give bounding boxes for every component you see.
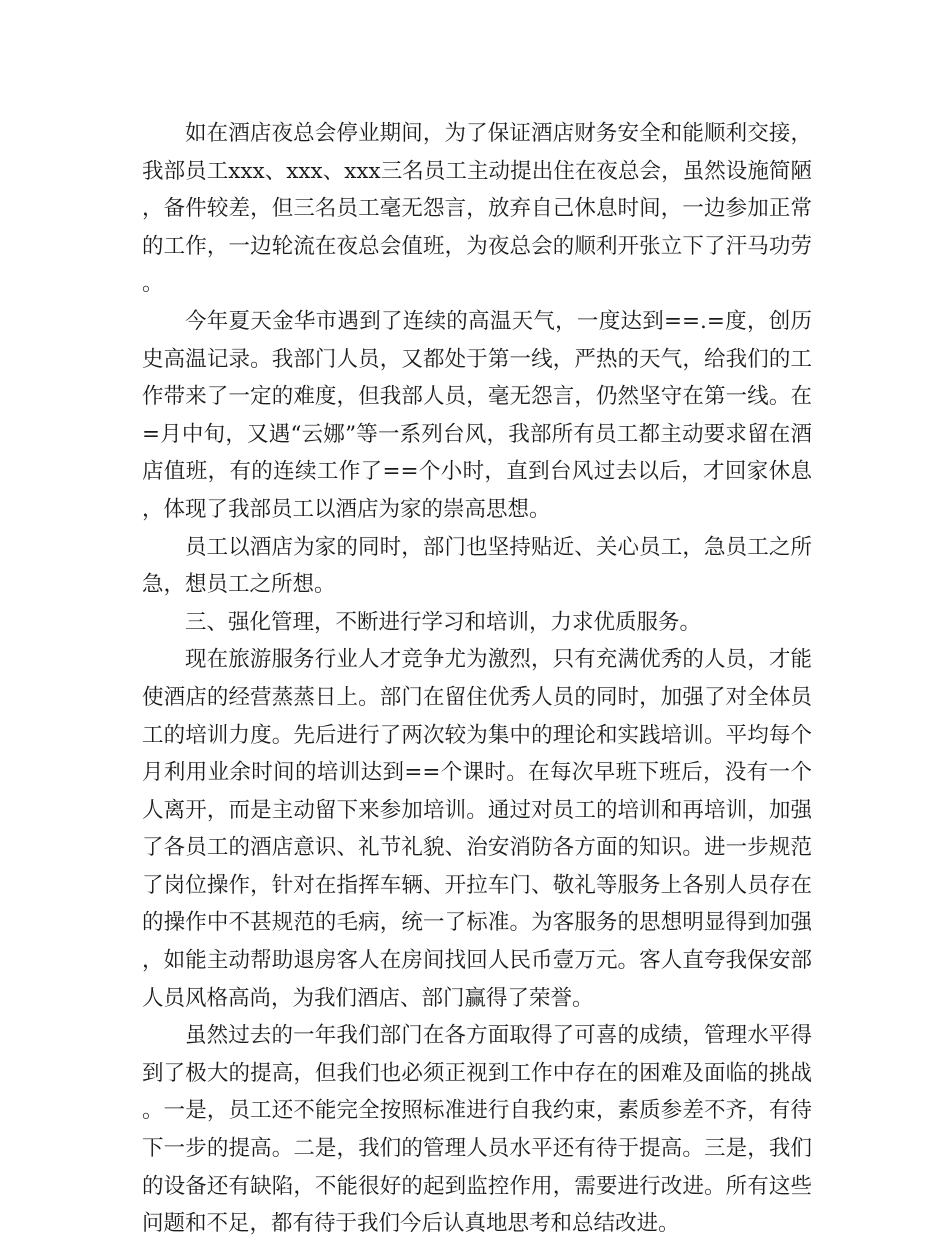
paragraph-nightclub-duty: 如在酒店夜总会停业期间，为了保证酒店财务安全和能顺利交接，我部员工xxx、xxx、xxx三名员工主动提出住在夜总会，虽然设施简陋，备件较差，但三名员工毫无怨言，放弃自己休息时间，一边参加正常的工作，一边轮流在夜总会值班，为夜总会的顺利开张立下了汗马功劳。 bbox=[142, 121, 812, 297]
section-heading-management-training: 三、强化管理，不断进行学习和培训，力求优质服务。 bbox=[185, 609, 702, 635]
paragraph-training: 现在旅游服务行业人才竞争尤为激烈，只有充满优秀的人员，才能使酒店的经营蒸蒸日上。部门在留住优秀人员的同时，加强了对全体员工的培训力度。先后进行了两次较为集中的理论和实践培训。平均每个月利用业余时间的培训达到==个课时。在每次早班下班后，没有一个人离开，而是主动留下来参加培训。通过对员工的培训和再培训，加强了各员工的酒店意识、礼节礼貌、治安消防各方面的知识。进一步规范了岗位操作，针对在指挥车辆、开拉车门、敬礼等服务上各别人员存在的操作中不甚规范的毛病，统一了标准。为客服务的思想明显得到加强，如能主动帮助退房客人在房间找回人民币壹万元。客人直夸我保安部人员风格高尚，为我们酒店、部门赢得了荣誉。 bbox=[142, 647, 812, 1011]
document-body bbox=[142, 115, 812, 1243]
paragraph-challenges: 虽然过去的一年我们部门在各方面取得了可喜的成绩，管理水平得到了极大的提高，但我们也必须正视到工作中存在的困难及面临的挑战。一是，员工还不能完全按照标准进行自我约束，素质参差不齐，有待下一步的提高。二是，我们的管理人员水平还有待于提高。三是，我们的设备还有缺陷，不能很好的起到监控作用，需要进行改进。所有这些问题和不足，都有待于我们今后认真地思考和总结改进。 bbox=[142, 1023, 812, 1237]
paragraph-care-for-staff: 员工以酒店为家的同时，部门也坚持贴近、关心员工，急员工之所急，想员工之所想。 bbox=[142, 534, 812, 598]
paragraph-heat-and-typhoon: 今年夏天金华市遇到了连续的高温天气，一度达到==.=度，创历史高温记录。我部门人员，又都处于第一线，严热的天气，给我们的工作带来了一定的难度，但我部人员，毫无怨言，仍然坚守在第一线。在=月中旬，又遇“云娜”等一系列台风，我部所有员工都主动要求留在酒店值班，有的连续工作了==个小时，直到台风过去以后，才回家休息，体现了我部员工以酒店为家的崇高思想。 bbox=[142, 308, 812, 522]
